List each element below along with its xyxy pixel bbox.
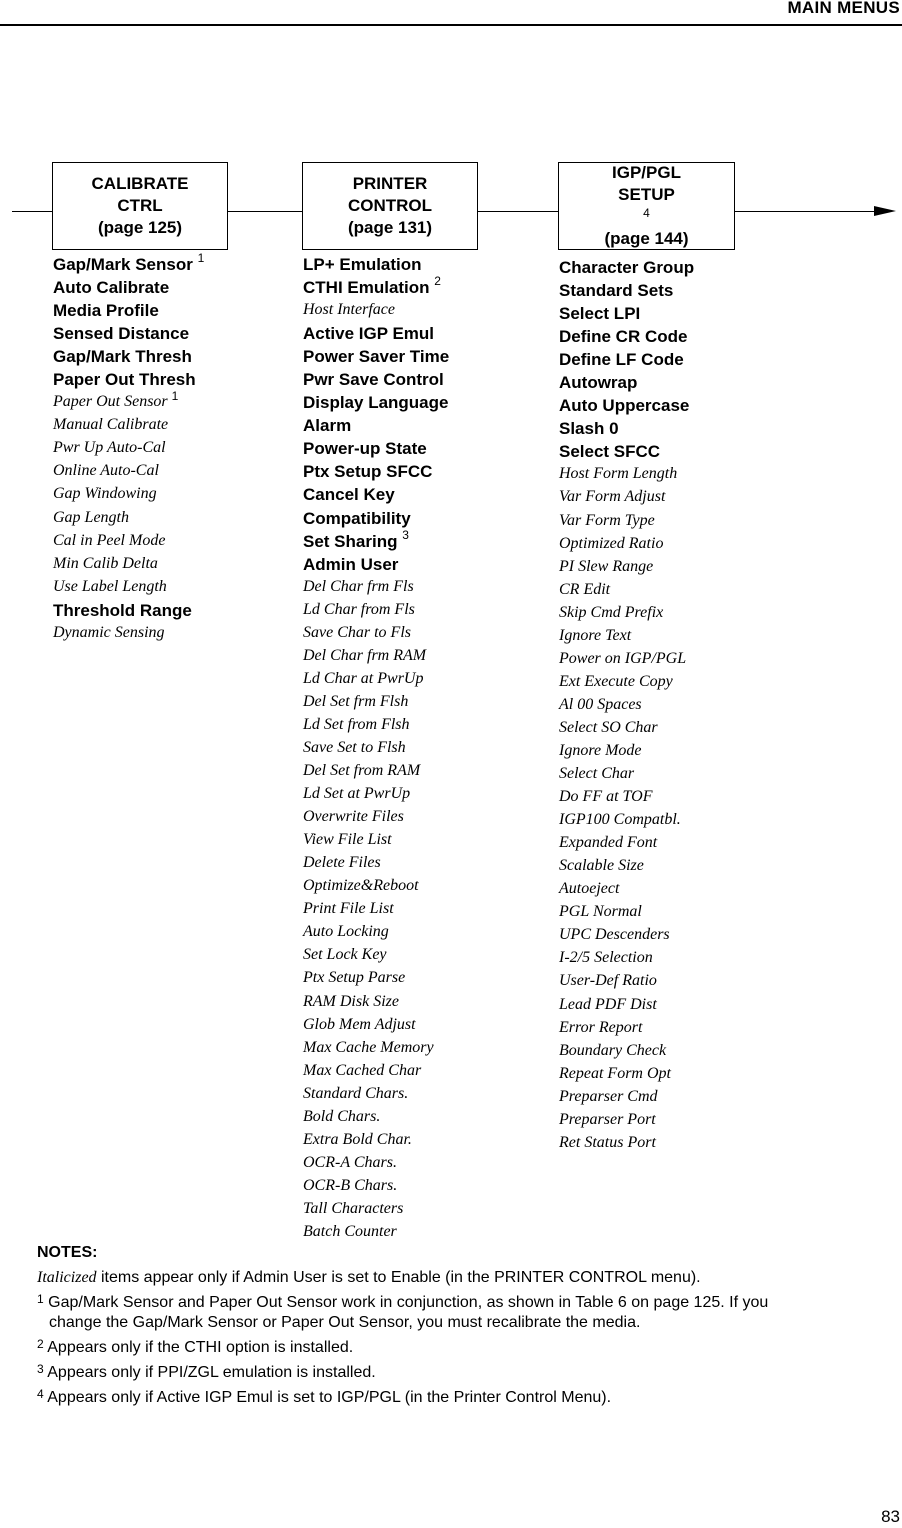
menu-item	[559, 903, 694, 926]
menu-item	[303, 877, 449, 900]
menu-item	[559, 719, 694, 742]
footnote-marker: 1	[197, 251, 205, 265]
menu-item	[559, 926, 694, 949]
menu-item-label: Auto Uppercase	[559, 396, 690, 416]
menu-item-label: Pwr Up Auto-Cal	[53, 439, 166, 457]
menu-item	[303, 1016, 449, 1039]
menu-item-label: Delete Files	[303, 854, 381, 872]
menu-item	[303, 762, 449, 785]
menu-item	[559, 811, 694, 834]
menu-item	[303, 301, 449, 324]
menu-item-label: Host Interface	[303, 301, 395, 319]
italic-note-text: items appear only if Admin User is set to Enable (in the PRINTER CONTROL menu).	[96, 1269, 701, 1286]
menu-item	[53, 485, 204, 508]
menu-item	[303, 670, 449, 693]
menu-item	[559, 419, 694, 442]
menu-item-label: Overwrite Files	[303, 808, 404, 826]
menu-item	[559, 627, 694, 650]
menu-item	[559, 1042, 694, 1065]
menu-item-label: Batch Counter	[303, 1222, 397, 1240]
menu-item	[303, 900, 449, 923]
menu-item	[559, 581, 694, 604]
box-line: PRINTER	[352, 174, 428, 193]
menu-item-label: Define LF Code	[559, 350, 684, 370]
menu-item-label: LP+ Emulation	[303, 255, 422, 274]
menu-item-label: Select LPI	[559, 304, 641, 324]
menu-item	[303, 1154, 449, 1177]
menu-item-label: Set Lock Key	[303, 946, 387, 964]
menu-item-label: OCR-A Chars.	[303, 1153, 397, 1171]
menu-item-label: Display Language	[303, 393, 449, 413]
menu-item	[53, 278, 204, 301]
footnote-number: 1	[37, 1292, 44, 1306]
menu-item	[53, 509, 204, 532]
menu-item-label: Standard Chars.	[303, 1084, 409, 1102]
menu-item-label: Compatibility	[303, 508, 411, 528]
menu-item-label: Optimized Ratio	[559, 534, 664, 552]
menu-item	[303, 1085, 449, 1108]
menu-item-label: Pwr Save Control	[303, 370, 444, 390]
menu-item-label: Ignore Mode	[559, 741, 642, 759]
menu-item	[303, 416, 449, 439]
footnote-text: Appears only if PPI/ZGL emulation is installed.	[47, 1364, 376, 1381]
menu-item	[303, 1177, 449, 1200]
menu-item-label: PI Slew Range	[559, 557, 654, 575]
menu-item-label: Cal in Peel Mode	[53, 531, 166, 549]
menu-item	[559, 304, 694, 327]
menu-item	[559, 327, 694, 350]
menu-box-calibrate-ctrl	[52, 162, 228, 250]
menu-item-label: Ld Set at PwrUp	[303, 785, 411, 803]
menu-item-label: PGL Normal	[559, 903, 642, 921]
box-line	[618, 184, 675, 228]
menu-item	[303, 255, 449, 278]
box-line: (page 144)	[604, 229, 689, 248]
menu-item	[303, 854, 449, 877]
menu-item-label: Power Saver Time	[303, 347, 450, 367]
menu-item	[303, 485, 449, 508]
menu-item	[53, 416, 204, 439]
menu-item	[303, 785, 449, 808]
footnote-2	[37, 1338, 887, 1358]
menu-item-label: Preparser Cmd	[559, 1087, 658, 1105]
menu-item	[53, 532, 204, 555]
menu-item	[559, 857, 694, 880]
menu-item	[53, 555, 204, 578]
menu-item	[303, 969, 449, 992]
printer-control-menu-list	[303, 255, 449, 1246]
menu-item-label: Active IGP Emul	[303, 324, 435, 344]
menu-item-label: Save Char to Fls	[303, 623, 411, 641]
menu-item	[303, 601, 449, 624]
menu-item	[303, 624, 449, 647]
menu-item-label: Del Set frm Flsh	[303, 692, 409, 710]
footnote-number: 3	[37, 1362, 44, 1376]
menu-item	[303, 1131, 449, 1154]
menu-item-label: I-2/5 Selection	[559, 949, 653, 967]
footnote-number: 2	[37, 1337, 44, 1351]
menu-item	[559, 972, 694, 995]
footnote-text-continued: change the Gap/Mark Sensor or Paper Out Sensor, you must recalibrate the media.	[49, 1314, 641, 1331]
menu-item	[559, 1111, 694, 1134]
menu-box-igp-pgl-setup	[558, 162, 735, 250]
menu-item-label: Expanded Font	[559, 834, 658, 852]
menu-item-label: Threshold Range	[53, 600, 192, 620]
menu-item	[559, 442, 694, 465]
menu-item	[303, 716, 449, 739]
menu-item-label: Lead PDF Dist	[559, 995, 657, 1013]
menu-item	[303, 946, 449, 969]
menu-item-label: Paper Out Sensor	[53, 393, 168, 411]
menu-item	[303, 462, 449, 485]
box-line: CTRL	[117, 196, 163, 215]
footnote-1	[37, 1293, 887, 1333]
menu-item	[53, 601, 204, 624]
menu-item	[303, 393, 449, 416]
menu-item-label: Power-up State	[303, 439, 427, 459]
menu-item-label: Character Group	[559, 258, 695, 277]
menu-item-label: Auto Calibrate	[53, 278, 170, 298]
menu-item	[53, 439, 204, 462]
menu-item	[559, 535, 694, 558]
menu-item-label: Online Auto-Cal	[53, 462, 159, 480]
menu-item-label: Min Calib Delta	[53, 554, 158, 572]
igp-pgl-setup-menu-list	[559, 258, 694, 1157]
menu-item-label: Save Set to Flsh	[303, 738, 406, 756]
notes-title: NOTES:	[37, 1244, 98, 1261]
menu-item-label: Gap/Mark Thresh	[53, 347, 192, 367]
menu-item-label: Select SO Char	[559, 718, 658, 736]
menu-item	[559, 512, 694, 535]
menu-item	[559, 350, 694, 373]
menu-item-label: Standard Sets	[559, 281, 674, 301]
box-line: (page 131)	[347, 218, 433, 237]
menu-item-label: Select SFCC	[559, 442, 661, 462]
italic-note	[37, 1268, 887, 1288]
notes-section	[37, 1244, 887, 1413]
menu-item	[303, 439, 449, 462]
menu-item-label: IGP100 Compatbl.	[559, 811, 681, 829]
menu-item-label: CTHI Emulation	[303, 278, 430, 298]
menu-item-label: Glob Mem Adjust	[303, 1015, 416, 1033]
menu-item-label: Admin User	[303, 554, 399, 574]
menu-item	[559, 1088, 694, 1111]
italic-word: Italicized	[37, 1269, 97, 1286]
menu-item-label: Select Char	[559, 765, 635, 783]
menu-item-label: Max Cached Char	[303, 1061, 422, 1079]
menu-item-label: Repeat Form Opt	[559, 1064, 671, 1082]
menu-item	[559, 880, 694, 903]
menu-item-label: Gap/Mark Sensor	[53, 255, 193, 274]
menu-item-label: OCR-B Chars.	[303, 1176, 398, 1194]
menu-item	[53, 578, 204, 601]
menu-item	[53, 324, 204, 347]
footnote-marker: 3	[402, 527, 409, 542]
menu-item-label: Del Set from RAM	[303, 762, 421, 780]
menu-item-label: Do FF at TOF	[559, 788, 653, 806]
menu-item-label: Power on IGP/PGL	[559, 649, 687, 667]
menu-item	[303, 1200, 449, 1223]
menu-item	[53, 347, 204, 370]
footnote-number: 4	[37, 1387, 44, 1401]
menu-item	[303, 324, 449, 347]
menu-item-label: Slash 0	[559, 419, 619, 439]
menu-item	[559, 1134, 694, 1157]
menu-item-label: Autoeject	[559, 880, 620, 898]
page-header-title: MAIN MENUS	[787, 0, 900, 17]
menu-item	[53, 462, 204, 485]
menu-item	[303, 1223, 449, 1246]
menu-item-label: Scalable Size	[559, 857, 644, 875]
menu-item	[559, 696, 694, 719]
menu-item-label: Sensed Distance	[53, 324, 190, 344]
menu-item	[53, 370, 204, 393]
menu-item	[559, 834, 694, 857]
menu-item-label: Alarm	[303, 416, 352, 436]
menu-item-label: View File List	[303, 831, 392, 849]
menu-item	[53, 251, 205, 278]
menu-item-label: Dynamic Sensing	[53, 623, 165, 641]
box-line: CALIBRATE	[91, 174, 189, 193]
menu-item-label: Ptx Setup Parse	[303, 969, 406, 987]
menu-item-label: Manual Calibrate	[53, 416, 169, 434]
footnote-text: Appears only if the CTHI option is installed.	[47, 1339, 354, 1356]
menu-item-label: Auto Locking	[303, 923, 389, 941]
menu-item-label: Extra Bold Char.	[303, 1130, 412, 1148]
box-line: (page 125)	[97, 218, 183, 237]
menu-item-label: Cancel Key	[303, 485, 395, 505]
menu-item	[559, 949, 694, 972]
menu-item	[303, 993, 449, 1016]
menu-item-label: Ld Char from Fls	[303, 600, 415, 618]
header-rule	[0, 24, 902, 26]
footnote-4	[37, 1388, 887, 1408]
menu-item	[559, 488, 694, 511]
calibrate-ctrl-menu-list	[53, 251, 205, 647]
menu-item	[53, 624, 204, 647]
menu-item-label: Var Form Adjust	[559, 488, 666, 506]
menu-item	[303, 578, 449, 601]
menu-item-label: Error Report	[559, 1018, 643, 1036]
menu-item	[303, 693, 449, 716]
menu-item-label: UPC Descenders	[559, 926, 670, 944]
menu-item	[303, 1039, 449, 1062]
arrow-right-icon	[874, 206, 896, 216]
menu-item	[303, 1108, 449, 1131]
menu-item	[303, 370, 449, 393]
menu-item	[303, 647, 449, 670]
menu-item	[303, 555, 449, 578]
menu-item	[559, 1019, 694, 1042]
menu-item	[559, 604, 694, 627]
menu-item	[559, 396, 694, 419]
menu-item	[559, 373, 694, 396]
menu-item	[559, 742, 694, 765]
box-line: IGP/PGL	[612, 163, 681, 182]
menu-item	[303, 923, 449, 946]
menu-item	[559, 673, 694, 696]
menu-item	[303, 347, 449, 370]
menu-item-label: Ptx Setup SFCC	[303, 462, 433, 482]
menu-item-label: Set Sharing	[303, 531, 398, 551]
menu-item	[303, 739, 449, 762]
menu-item	[303, 1062, 449, 1085]
menu-item	[559, 258, 694, 281]
menu-item-label: Gap Length	[53, 508, 129, 526]
menu-item	[559, 650, 694, 673]
menu-item-label: Host Form Length	[559, 465, 678, 483]
menu-item	[303, 274, 449, 301]
menu-item-label: Ld Set from Flsh	[303, 715, 410, 733]
box-line: CONTROL	[347, 196, 433, 215]
menu-item	[559, 281, 694, 304]
footnote-marker: 4	[643, 206, 650, 220]
menu-item-label: RAM Disk Size	[303, 992, 399, 1010]
footnote-marker: 2	[434, 274, 441, 289]
menu-item-label: Autowrap	[559, 373, 638, 393]
menu-item	[559, 996, 694, 1019]
menu-item-label: Define CR Code	[559, 327, 688, 347]
menu-item	[559, 558, 694, 581]
menu-item-label: Skip Cmd Prefix	[559, 603, 664, 621]
menu-item-label: CR Edit	[559, 580, 611, 598]
page-number: 83	[881, 1507, 900, 1526]
menu-item-label: Del Char frm RAM	[303, 646, 427, 664]
menu-item-label: Al 00 Spaces	[559, 695, 642, 713]
menu-item	[53, 389, 204, 416]
menu-item-label: Var Form Type	[559, 511, 655, 529]
menu-item-label: Ext Execute Copy	[559, 672, 673, 690]
menu-item-label: Ld Char at PwrUp	[303, 669, 424, 687]
menu-box-printer-control	[302, 162, 478, 250]
menu-item	[53, 301, 204, 324]
footnote-marker: 1	[171, 389, 179, 404]
menu-item	[559, 788, 694, 811]
menu-item	[303, 831, 449, 854]
menu-item-label: Paper Out Thresh	[53, 370, 196, 390]
menu-item-label: Bold Chars.	[303, 1107, 381, 1125]
menu-item	[303, 808, 449, 831]
footnote-text: Appears only if Active IGP Emul is set to IGP/PGL (in the Printer Control Menu).	[47, 1389, 612, 1406]
menu-item-label: Ignore Text	[559, 626, 632, 644]
menu-item-label: Boundary Check	[559, 1041, 667, 1059]
menu-item-label: Ret Status Port	[559, 1133, 656, 1151]
menu-item-label: User-Def Ratio	[559, 972, 657, 990]
menu-item	[303, 527, 449, 555]
menu-item	[303, 509, 449, 532]
menu-item-label: Preparser Port	[559, 1110, 656, 1128]
menu-item	[559, 765, 694, 788]
menu-item	[559, 465, 694, 488]
footnote-text: Gap/Mark Sensor and Paper Out Sensor work in conjunction, as shown in Table 6 on page 125. If you	[48, 1294, 769, 1311]
footnote-3	[37, 1363, 887, 1383]
menu-item-label: Media Profile	[53, 301, 159, 321]
menu-item-label: Gap Windowing	[53, 485, 157, 503]
menu-item	[559, 1065, 694, 1088]
menu-item-label: Use Label Length	[53, 577, 167, 595]
menu-item-label: Print File List	[303, 900, 394, 918]
menu-item-label: Optimize&Reboot	[303, 877, 419, 895]
box-line-text: SETUP	[618, 185, 675, 204]
menu-item-label: Del Char frm Fls	[303, 577, 414, 595]
menu-item-label: Max Cache Memory	[303, 1038, 434, 1056]
menu-item-label: Tall Characters	[303, 1199, 404, 1217]
